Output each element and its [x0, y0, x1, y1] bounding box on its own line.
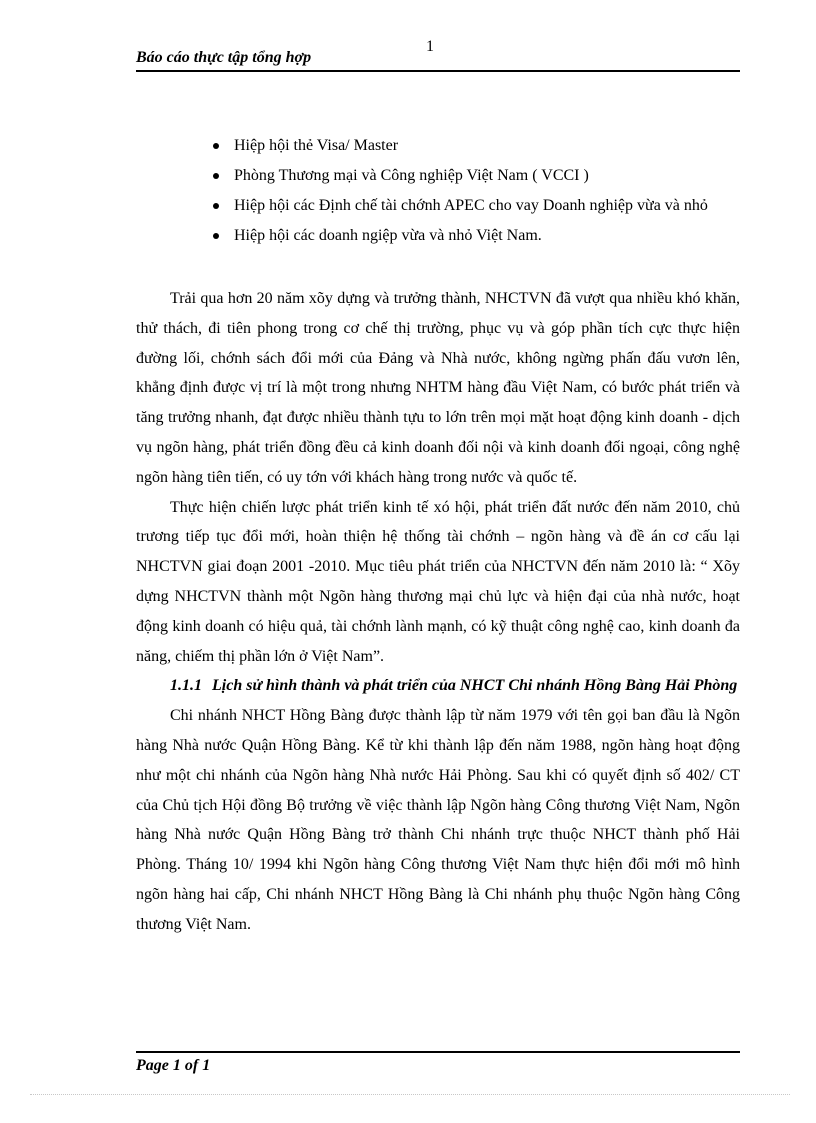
page-bottom-divider [30, 1094, 790, 1095]
list-item [136, 131, 740, 161]
paragraph-strategy: Thực hiện chiến lược phát triển kinh tế xó hội, phát triển đất nước đến năm 2010, chủ trương tiếp tục đổi mới, hoàn thiện hệ thống tài chớnh – ngõn hàng và đề án cơ cấu lại NHCTVN giai đoạn 2001 -2010. Mục tiêu phát triển của NHCTVN đến năm 2010 là: “ Xõy dựng NHCTVN thành một Ngõn hàng thương mại chủ lực và hiện đại của nhà nước, hoạt động kinh doanh có hiệu quả, tài chớnh lành mạnh, có kỹ thuật công nghệ cao, kinh doanh đa năng, chiếm thị phần lớn ở Việt Nam”. [136, 498, 740, 665]
page-number: 1 [426, 38, 434, 55]
list-item [136, 191, 740, 221]
list-item [136, 161, 740, 191]
list-item-text: Phòng Thương mại và Công nghiệp Việt Nam ( VCCI ) [234, 167, 589, 184]
bullet-dot-icon [213, 143, 219, 149]
bullet-list [136, 131, 740, 251]
bullet-dot-icon [213, 173, 219, 179]
bullet-dot-icon [213, 203, 219, 209]
footer-page-label: Page 1 of 1 [136, 1057, 211, 1074]
section-heading [136, 671, 740, 701]
list-item [136, 221, 740, 251]
section-number: 1.1.1 [170, 677, 202, 695]
page-footer [136, 1051, 740, 1075]
paragraph-branch: Chi nhánh NHCT Hồng Bàng được thành lập từ năm 1979 với tên gọi ban đầu là Ngõn hàng Nhà nước Quận Hồng Bàng. Kể từ khi thành lập đến năm 1988, ngõn hàng hoạt động như một chi nhánh của Ngõn hàng Nhà nước Hải Phòng. Sau khi có quyết định số 402/ CT của Chủ tịch Hội đồng Bộ trưởng về việc thành lập Ngõn hàng Công thương Việt Nam, Ngõn hàng Nhà nước Quận Hồng Bàng trở thành Chi nhánh trực thuộc NHCT thành phố Hải Phòng. Tháng 10/ 1994 khi Ngõn hàng Công thương Việt Nam thực hiện đổi mới mô hình ngõn hàng hai cấp, Chi nhánh NHCT Hồng Bàng là Chi nhánh phụ thuộc Ngõn hàng Công thương Việt Nam. [136, 707, 740, 933]
list-item-text: Hiệp hội các doanh ngiệp vừa và nhỏ Việt Nam. [234, 227, 542, 244]
bullet-dot-icon [213, 233, 219, 239]
document-body [136, 284, 740, 940]
list-item-text: Hiệp hội thẻ Visa/ Master [234, 137, 399, 154]
list-item-text: Hiệp hội các Định chế tài chớnh APEC cho vay Doanh nghiệp vừa và nhỏ [234, 197, 708, 214]
section-title: Lịch sử hình thành và phát triển của NHCT Chi nhánh Hồng Bàng Hải Phòng [212, 677, 738, 695]
paragraph-history: Trải qua hơn 20 năm xõy dựng và trưởng thành, NHCTVN đã vượt qua nhiều khó khăn, thử thách, đi tiên phong trong cơ chế thị trường, phục vụ và góp phần tích cực thực hiện đường lối, chớnh sách đổi mới của Đảng và Nhà nước, không ngừng phấn đấu vươn lên, khẳng định được vị trí là một trong nhưng NHTM hàng đầu Việt Nam, có bước phát triển và tăng trưởng nhanh, đạt được nhiều thành tựu to lớn trên mọi mặt hoạt động kinh doanh - dịch vụ ngõn hàng, phát triển đồng đều cả kinh doanh đối nội và kinh doanh đối ngoại, công nghệ ngõn hàng tiên tiến, có uy tớn với khách hàng trong nước và quốc tế. [136, 290, 740, 486]
header-title: Báo cáo thực tập tổng hợp [136, 49, 312, 66]
page-header [136, 48, 740, 72]
